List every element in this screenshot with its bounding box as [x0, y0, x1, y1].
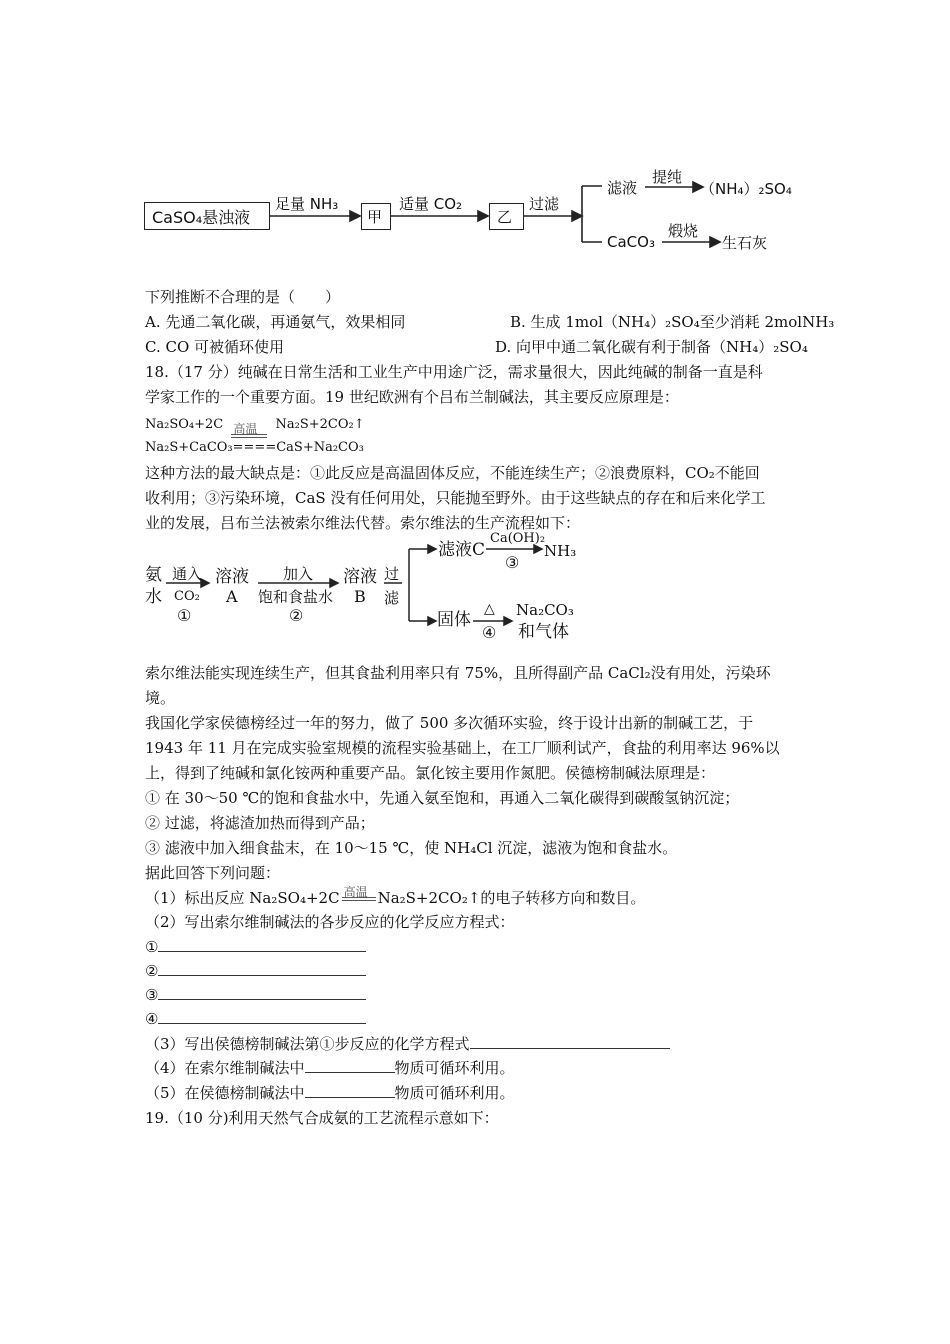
flow2-solution-a-1: 溶液 [215, 567, 249, 587]
branch-caco3-label: CaCO₃ [607, 233, 655, 251]
flow2-ammonia-1: 氨 [145, 565, 162, 585]
q18-equation-2: Na₂S+CaCO₃====CaS+Na₂CO₃ [145, 440, 364, 455]
sq1-condition-text: 高温 [343, 885, 368, 899]
flow2-solid: 固体 [437, 610, 471, 630]
node-jia-label: 甲 [367, 208, 383, 226]
product-ammonium-sulfate: （NH₄）₂SO₄ [700, 180, 792, 198]
answer-blank-1[interactable] [158, 935, 366, 952]
q17-option-c: C. CO 可被循环使用 [145, 338, 285, 356]
node-caso4-label: CaSO₄悬浊液 [152, 208, 251, 227]
node-yi-label: 乙 [497, 208, 513, 226]
flow2-step4-number: ④ [482, 623, 497, 642]
blank-2-label: ② [145, 962, 159, 980]
eq1-right: Na₂S+2CO₂↑ [275, 417, 365, 432]
blank-row-1 [145, 935, 366, 958]
q18-hou-step-1: ① 在 30～50 ℃的饱和食盐水中，先通入氨至饱和，再通入二氧化碳得到碳酸氢钠沉淀； [145, 789, 740, 807]
blank-3-label: ③ [145, 986, 159, 1004]
sq1-condition [342, 885, 376, 903]
sq5-text-a: （5）在侯德榜制碱法中 [145, 1084, 305, 1102]
product-quicklime: 生石灰 [722, 234, 768, 252]
sq1-equals-bar-2 [342, 900, 376, 901]
blank-4-label: ④ [145, 1010, 159, 1028]
q18-sub-5 [145, 1081, 515, 1104]
eq1-left: Na₂SO₄+2C [145, 417, 224, 432]
flow2-product-na2co3: Na₂CO₃ [516, 601, 574, 619]
step-filter-label: 过滤 [529, 195, 560, 213]
sq1-text-b: Na₂S+2CO₂↑的电子转移方向和数目。 [377, 889, 646, 907]
q18-sub-2: （2）写出索尔维制碱法的各步反应的化学反应方程式： [145, 913, 515, 931]
answer-blank-3[interactable] [158, 983, 366, 1000]
sq1-text-a: （1）标出反应 Na₂SO₄+2C [145, 889, 340, 907]
q18-para-8: 上，得到了纯碱和氯化铵两种重要产品。氯化铵主要用作氮肥。侯德榜制碱法原理是： [145, 764, 716, 782]
blank-row-2 [145, 959, 366, 982]
flow2-filtrate-c: 滤液C [438, 540, 486, 560]
flow2-solution-b-2: B [354, 587, 366, 606]
flow2-step3-number: ③ [505, 553, 520, 572]
q18-sub-3 [145, 1032, 670, 1055]
flow2-ammonia-2: 水 [145, 587, 162, 607]
q18-para-7: 1943 年 11 月在完成实验室规模的流程实验基础上，在工厂顺利试产，食盐的利用率达 96%以 [145, 739, 780, 757]
flow2-step2-number: ② [289, 606, 304, 625]
q18-para-1: 这种方法的最大缺点是：①此反应是高温固体反应，不能连续生产；②浪费原料，CO₂不能回 [145, 464, 760, 482]
flow2-product-gas: 和气体 [518, 622, 569, 642]
q18-para-6: 我国化学家侯德榜经过一年的努力，做了 500 多次循环实验，终于设计出新的制碱工艺，于 [145, 714, 754, 732]
flow2-filter-2: 滤 [384, 589, 400, 607]
flow2-step1-bottom: CO₂ [174, 589, 200, 604]
flow2-product-nh3: NH₃ [544, 542, 577, 560]
q17-stem: 下列推断不合理的是（ ） [145, 288, 341, 306]
flow2-solution-a-2: A [226, 587, 238, 606]
q18-sub-1 [145, 887, 645, 909]
sq5-text-b: 物质可循环利用。 [394, 1084, 515, 1102]
branch-filtrate-label: 滤液 [607, 179, 638, 197]
q18-intro-1: 18.（17 分）纯碱在日常生活和工业生产中用途广泛，需求量很大，因此纯碱的制备一直是科 [145, 363, 763, 381]
q19-stem: 19.（10 分)利用天然气合成氨的工艺流程示意如下： [145, 1109, 499, 1127]
q17-option-a: A. 先通二氧化碳，再通氨气，效果相同 [145, 313, 406, 331]
step-co2-label: 适量 CO₂ [399, 195, 463, 213]
blank-row-3 [145, 983, 366, 1006]
sq4-text-b: 物质可循环利用。 [394, 1059, 515, 1077]
q18-para-3: 业的发展，吕布兰法被索尔维法代替。索尔维法的生产流程如下： [145, 514, 581, 532]
q18-hou-step-3: ③ 滤液中加入细食盐末，在 10～15 ℃，使 NH₄Cl 沉淀，滤液为饱和食盐水。 [145, 839, 678, 857]
flow2-step1-number: ① [177, 606, 192, 625]
answer-blank-2[interactable] [158, 959, 366, 976]
q18-ask: 据此回答下列问题： [145, 864, 281, 882]
q17-option-d: D. 向甲中通二氧化碳有利于制备（NH₄）₂SO₄ [495, 338, 808, 356]
answer-blank-7[interactable] [305, 1081, 395, 1098]
q18-para-4: 索尔维法能实现连续生产，但其食盐利用率只有 75%，且所得副产品 CaCl₂没有用处，污染环 [145, 664, 771, 682]
q18-para-2: 收利用；③污染环境，CaS 没有任何用处，只能抛至野外。由于这些缺点的存在和后来化学工 [145, 489, 766, 507]
answer-blank-5[interactable] [470, 1032, 670, 1049]
step-nh3-label: 足量 NH₃ [275, 195, 339, 213]
sq4-text-a: （4）在索尔维制碱法中 [145, 1059, 305, 1077]
sq3-text: （3）写出侯德榜制碱法第①步反应的化学方程式 [145, 1035, 470, 1053]
q18-para-5: 境。 [145, 689, 176, 707]
flow2-filter-1: 过 [384, 565, 400, 583]
blank-row-4 [145, 1007, 366, 1030]
eq1-condition-text: 高温 [233, 422, 258, 436]
flow2-step2-bottom: 饱和食盐水 [258, 588, 334, 606]
q18-hou-step-2: ② 过滤，将滤渣加热而得到产品； [145, 814, 375, 832]
q18-intro-2: 学家工作的一个重要方面。19 世纪欧洲有个吕布兰制碱法，其主要反应原理是： [145, 388, 679, 406]
flow2-reagent-caoh2: Ca(OH)₂ [490, 531, 546, 546]
flow2-step1-top: 通入 [172, 565, 203, 583]
q18-sub-4 [145, 1056, 515, 1079]
sq1-equals-bar [342, 897, 376, 898]
answer-blank-4[interactable] [158, 1007, 366, 1024]
flow2-heat-symbol: △ [484, 601, 495, 617]
flow-diagram-2-lines [0, 0, 950, 660]
answer-blank-6[interactable] [305, 1056, 395, 1073]
step-calcine-label: 煅烧 [668, 222, 699, 240]
flow2-solution-b-1: 溶液 [343, 567, 377, 587]
q17-option-b: B. 生成 1mol（NH₄）₂SO₄至少消耗 2molNH₃ [510, 313, 835, 331]
blank-1-label: ① [145, 938, 159, 956]
flow2-step2-top: 加入 [283, 565, 314, 583]
step-purify-label: 提纯 [652, 168, 683, 186]
